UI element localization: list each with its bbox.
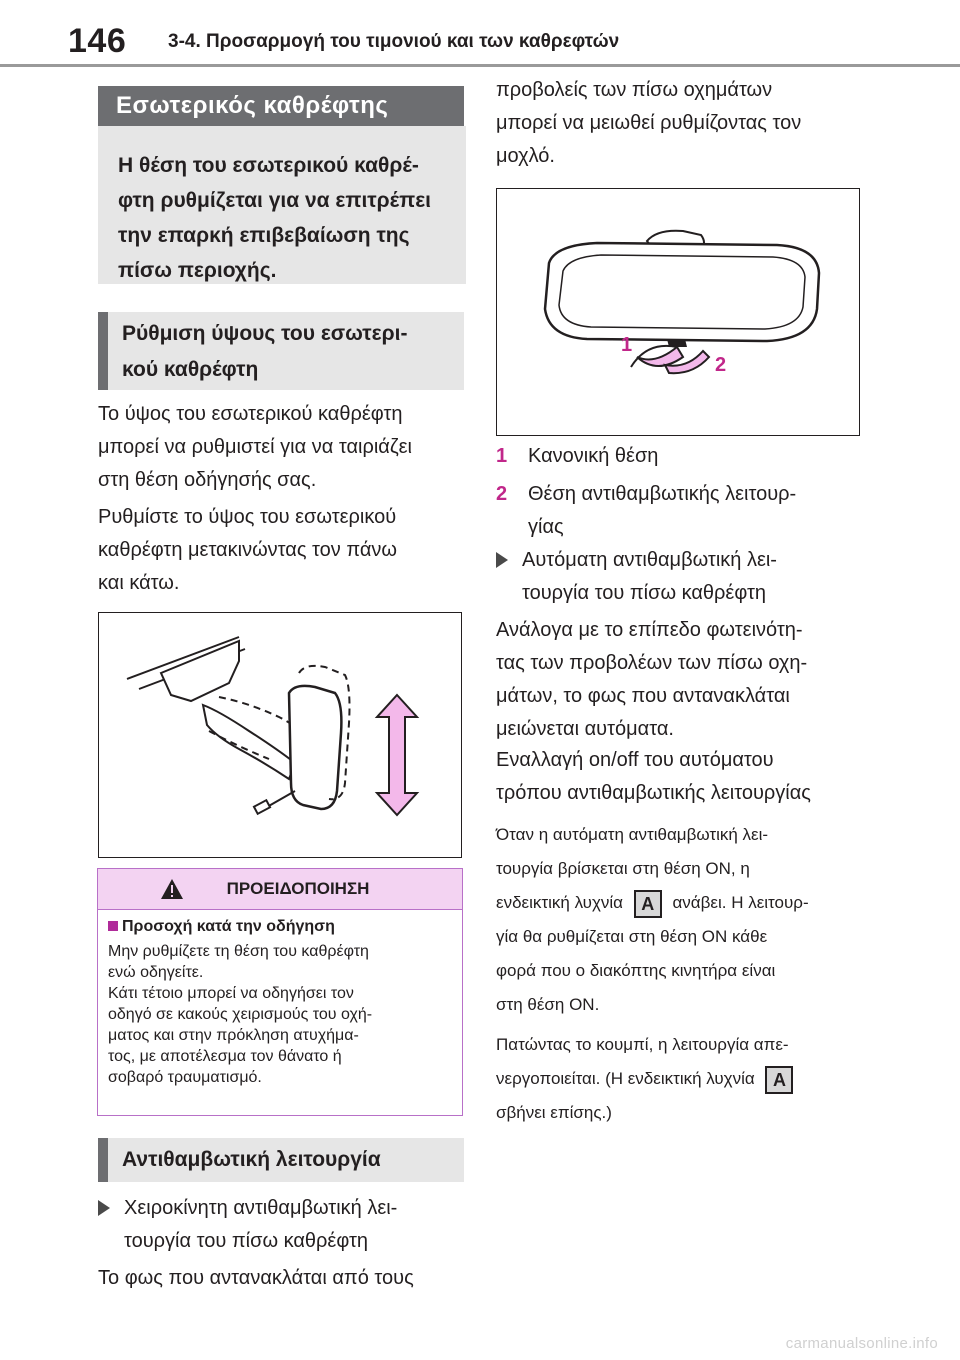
anti-glare-lever-illustration: [496, 188, 860, 436]
text-line: μάτων, το φως που αντανακλάται: [496, 685, 790, 707]
mirror-lever-drawing: [497, 189, 859, 435]
position-text: Κανονική θέση: [528, 445, 659, 467]
anti-glare-heading: Αντιθαμβωτική λειτουργία: [98, 1138, 464, 1182]
position-item-2: [496, 478, 866, 544]
intro-box: [98, 126, 466, 284]
text-line: Όταν η αυτόματη αντιθαμβωτική λει-: [496, 825, 769, 844]
manual-paragraph: Το φως που αντανακλάται από τους: [98, 1267, 414, 1289]
text-part: ενδεικτική λυχνία: [496, 893, 623, 912]
text-line: στη θέση οδήγησής σας.: [98, 469, 317, 491]
mirror-height-drawing: [99, 613, 461, 857]
watermark: carmanualsonline.info: [785, 1335, 938, 1352]
text-line: Πατώντας το κουμπί, η λειτουργία απε-: [496, 1035, 789, 1054]
indicator-badge: A: [634, 890, 662, 918]
text-line: γία θα ρυθμίζεται στη θέση ON κάθε: [496, 927, 768, 946]
warning-subtitle-text: Προσοχή κατά την οδήγηση: [122, 918, 335, 935]
warning-line: Κάτι τέτοιο μπορεί να οδηγήσει τον: [108, 985, 354, 1002]
bullet-triangle-icon: [98, 1200, 110, 1216]
figure-label-2: 2: [715, 354, 727, 376]
right-top-paragraph: [496, 74, 866, 173]
height-adjust-heading: [98, 312, 464, 390]
intro-line: φτη ρυθμίζεται για να επιτρέπει: [118, 189, 432, 212]
toggle-heading: [496, 744, 866, 810]
bullet-line: Αυτόματη αντιθαμβωτική λει-: [522, 549, 777, 571]
warning-line: οδηγό σε κακούς χειρισμούς του οχή-: [108, 1006, 373, 1023]
warning-body: [98, 910, 462, 1088]
warning-line: ματος και στην πρόκληση ατυχήμα-: [108, 1027, 359, 1044]
text-line: Ρυθμίστε το ύψος του εσωτερικού: [98, 506, 397, 528]
text-line: μοχλό.: [496, 145, 555, 167]
warning-line: ενώ οδηγείτε.: [108, 964, 204, 981]
warning-header: [98, 869, 462, 910]
text-part: νεργοποιείται. (Η ενδεικτική λυχνία: [496, 1069, 755, 1088]
text-line: προβολείς των πίσω οχημάτων: [496, 79, 773, 101]
warning-subtitle: [108, 916, 452, 937]
indicator-badge: A: [765, 1066, 793, 1094]
manual-bullet: [98, 1192, 468, 1258]
warning-line: σοβαρό τραυματισμό.: [108, 1069, 262, 1086]
text-part: ανάβει. Η λειτουρ-: [672, 893, 809, 912]
mirror-height-illustration: [98, 612, 462, 858]
text-line: Ανάλογα με το επίπεδο φωτεινότη-: [496, 619, 803, 641]
auto-paragraph: [496, 614, 866, 746]
header-divider: [0, 64, 960, 67]
text-line: τουργία βρίσκεται στη θέση ON, η: [496, 859, 750, 878]
bullet-line: τουργία του πίσω καθρέφτη: [124, 1230, 369, 1252]
text-line: Εναλλαγή on/off του αυτόματου: [496, 749, 774, 771]
text-line-with-badge: [496, 886, 866, 920]
text-line: φορά που ο διακόπτης κινητήρα είναι: [496, 961, 776, 980]
text-line-with-badge: [496, 1062, 866, 1096]
heading-line: κού καθρέφτη: [122, 358, 259, 381]
text-line: και κάτω.: [98, 572, 180, 594]
section-title: 3-4. Προσαρμογή του τιμονιού και των καθρεφτών: [168, 31, 620, 52]
toggle-details: [496, 818, 866, 1130]
position-number: 1: [496, 445, 508, 467]
position-list: [496, 440, 866, 544]
text-line: μειώνεται αυτόματα.: [496, 718, 674, 740]
page-number: 146: [68, 22, 127, 60]
text-line: τας των προβολέων των πίσω οχη-: [496, 652, 808, 674]
warning-line: τος, με αποτέλεσμα τον θάνατο ή: [108, 1048, 342, 1065]
intro-line: την επαρκή επιβεβαίωση της: [118, 224, 410, 247]
text-line: καθρέφτη μετακινώντας τον πάνω: [98, 539, 398, 561]
position-text: γίας: [528, 516, 564, 538]
text-line: σβήνει επίσης.): [496, 1103, 612, 1122]
warning-line: Μην ρυθμίζετε τη θέση του καθρέφτη: [108, 943, 369, 960]
height-paragraph-2: [98, 501, 468, 600]
section-heading: Εσωτερικός καθρέφτης: [98, 86, 464, 126]
height-paragraph-1: [98, 398, 468, 497]
warning-icon: [160, 878, 184, 900]
position-number: 2: [496, 483, 508, 505]
auto-bullet: [496, 544, 866, 610]
position-item-1: [496, 440, 866, 473]
text-line: στη θέση ON.: [496, 995, 600, 1014]
warning-title: ΠΡΟΕΙΔΟΠΟΙΗΣΗ: [226, 879, 370, 898]
heading-line: Ρύθμιση ύψους του εσωτερι-: [122, 322, 408, 345]
text-line: μπορεί να ρυθμιστεί για να ταιριάζει: [98, 436, 413, 458]
bullet-line: τουργία του πίσω καθρέφτη: [522, 582, 767, 604]
text-line: Το ύψος του εσωτερικού καθρέφτη: [98, 403, 403, 425]
text-line: τρόπου αντιθαμβωτικής λειτουργίας: [496, 782, 811, 804]
square-bullet-icon: [108, 921, 118, 931]
figure-label-1: 1: [621, 334, 633, 356]
intro-line: Η θέση του εσωτερικού καθρέ-: [118, 154, 419, 177]
warning-box: [97, 868, 463, 1116]
position-text: Θέση αντιθαμβωτικής λειτουρ-: [528, 483, 797, 505]
bullet-line: Χειροκίνητη αντιθαμβωτική λει-: [124, 1197, 398, 1219]
text-line: μπορεί να μειωθεί ρυθμίζοντας τον: [496, 112, 802, 134]
bullet-triangle-icon: [496, 552, 508, 568]
intro-line: πίσω περιοχής.: [118, 259, 277, 282]
